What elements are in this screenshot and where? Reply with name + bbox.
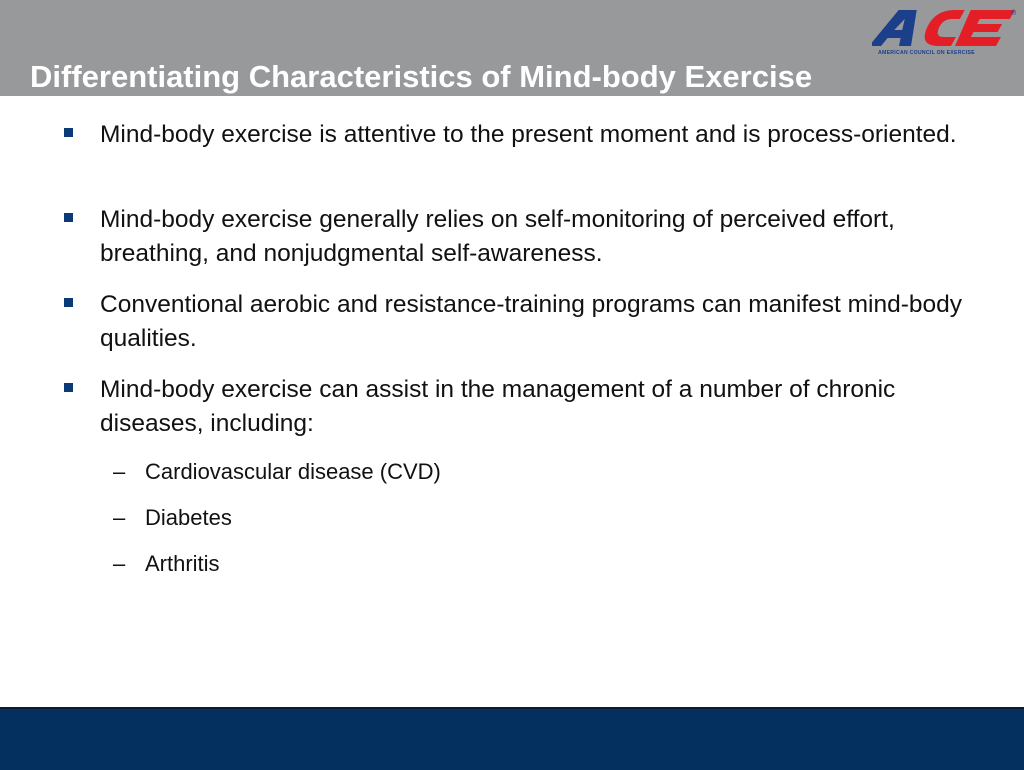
logo-tagline: AMERICAN COUNCIL ON EXERCISE: [878, 50, 975, 56]
dash-bullet-icon: –: [113, 459, 126, 484]
slide-title: Differentiating Characteristics of Mind-body Exercise: [30, 59, 813, 94]
sub-bullet-text: Arthritis: [145, 551, 220, 576]
logo-letter-e: [955, 10, 1015, 46]
bullet-text: Conventional aerobic and resistance-training programs can manifest mind-body qualities.: [100, 291, 963, 352]
bullet-text: Mind-body exercise generally relies on self-monitoring of perceived effort, breathing, and nonjudgmental self-awareness.: [100, 206, 895, 267]
bullet-text: Mind-body exercise is attentive to the present moment and is process-oriented.: [100, 121, 957, 148]
bullet-text: Mind-body exercise can assist in the management of a number of chronic diseases, including:: [100, 376, 896, 437]
sub-bullet-text: Diabetes: [145, 505, 232, 530]
square-bullet-icon: [64, 383, 73, 392]
square-bullet-icon: [64, 213, 73, 222]
ace-logo: [872, 6, 1018, 56]
square-bullet-icon: [64, 128, 73, 137]
footer-band: [0, 707, 1024, 770]
ace-wordmark: [872, 10, 1015, 46]
sub-bullet-text: Cardiovascular disease (CVD): [145, 459, 441, 484]
dash-bullet-icon: –: [113, 505, 126, 530]
dash-bullet-icon: –: [113, 551, 126, 576]
square-bullet-icon: [64, 298, 73, 307]
logo-registered-mark: ®: [1011, 10, 1017, 17]
logo-letter-a: [872, 10, 923, 46]
